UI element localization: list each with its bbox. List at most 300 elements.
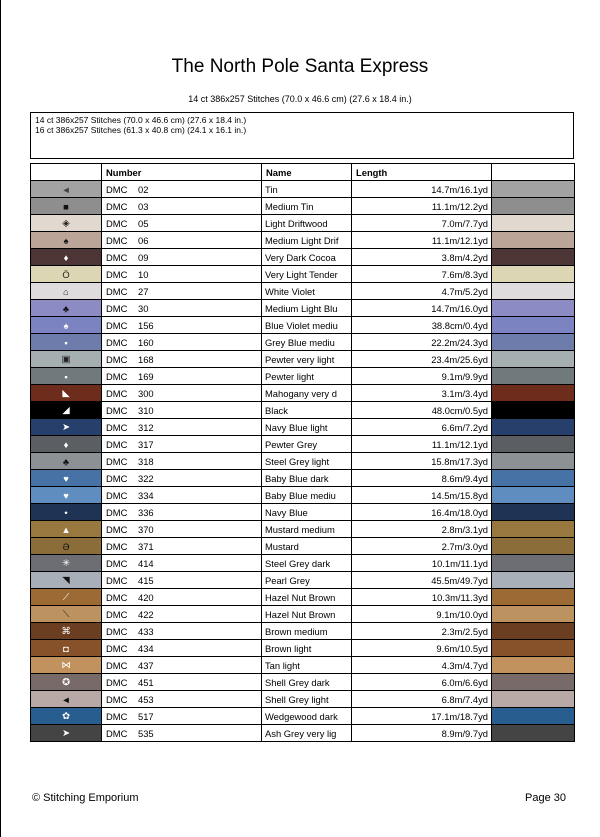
page-left-edge — [0, 0, 1, 837]
stitch-symbol-icon: ◈ — [62, 217, 70, 228]
thread-code: 433 — [138, 625, 154, 637]
thread-code: 517 — [138, 710, 154, 722]
color-swatch — [492, 232, 575, 249]
color-swatch — [492, 334, 575, 351]
table-row — [31, 402, 575, 419]
thread-brand: DMC — [106, 285, 128, 297]
thread-length-cell: 11.1m/12.1yd — [352, 436, 492, 453]
thread-name-cell: Navy Blue — [262, 504, 352, 521]
color-swatch — [492, 453, 575, 470]
number-column-header: Number — [102, 164, 262, 181]
thread-length-cell: 3.8m/4.2yd — [352, 249, 492, 266]
thread-length-cell: 2.7m/3.0yd — [352, 538, 492, 555]
color-swatch — [492, 572, 575, 589]
color-swatch — [492, 470, 575, 487]
thread-name-cell: Brown light — [262, 640, 352, 657]
table-row — [31, 504, 575, 521]
thread-code: 02 — [138, 183, 149, 195]
table-row — [31, 691, 575, 708]
number-cell — [102, 504, 262, 521]
table-row — [31, 351, 575, 368]
number-cell — [102, 334, 262, 351]
thread-code: 300 — [138, 387, 154, 399]
symbol-cell — [31, 504, 102, 521]
thread-code: 10 — [138, 268, 149, 280]
color-swatch — [492, 351, 575, 368]
page-number: Page 30 — [525, 792, 566, 804]
number-cell — [102, 402, 262, 419]
color-swatch — [492, 691, 575, 708]
thread-name-cell: Shell Grey dark — [262, 674, 352, 691]
thread-name-cell: Tin — [262, 181, 352, 198]
color-swatch — [492, 368, 575, 385]
number-cell — [102, 453, 262, 470]
thread-brand: DMC — [106, 574, 128, 586]
thread-length-cell: 16.4m/18.0yd — [352, 504, 492, 521]
thread-name-cell: Mahogany very d — [262, 385, 352, 402]
thread-code: 09 — [138, 251, 149, 263]
table-row — [31, 453, 575, 470]
symbol-cell — [31, 708, 102, 725]
stitch-symbol-icon: • — [64, 506, 68, 518]
table-row — [31, 300, 575, 317]
stitch-symbol-icon: ⋈ — [61, 659, 71, 670]
thread-name-cell: Baby Blue dark — [262, 470, 352, 487]
thread-code: 310 — [138, 404, 154, 416]
thread-brand: DMC — [106, 319, 128, 331]
copyright-footer: © Stitching Emporium — [32, 792, 139, 804]
color-swatch — [492, 725, 575, 742]
thread-brand: DMC — [106, 455, 128, 467]
color-swatch — [492, 623, 575, 640]
number-cell — [102, 572, 262, 589]
table-row — [31, 708, 575, 725]
number-cell — [102, 487, 262, 504]
symbol-cell — [31, 283, 102, 300]
thread-brand: DMC — [106, 625, 128, 637]
thread-code: 370 — [138, 523, 154, 535]
symbol-cell — [31, 419, 102, 436]
thread-length-cell: 8.9m/9.7yd — [352, 725, 492, 742]
stitch-symbol-icon: ■ — [63, 200, 69, 212]
table-row — [31, 674, 575, 691]
number-cell — [102, 606, 262, 623]
thread-name-cell: Pearl Grey — [262, 572, 352, 589]
table-row — [31, 521, 575, 538]
thread-code: 169 — [138, 370, 154, 382]
thread-code: 336 — [138, 506, 154, 518]
stitch-symbol-icon: ▪ — [64, 336, 68, 348]
color-swatch — [492, 402, 575, 419]
color-swatch — [492, 606, 575, 623]
thread-code: 160 — [138, 336, 154, 348]
thread-length-cell: 4.3m/4.7yd — [352, 657, 492, 674]
stitch-symbol-icon: ⟍ — [62, 608, 70, 619]
number-cell — [102, 215, 262, 232]
color-swatch — [492, 657, 575, 674]
thread-name-cell: Hazel Nut Brown — [262, 606, 352, 623]
thread-length-cell: 11.1m/12.2yd — [352, 198, 492, 215]
thread-name-cell: Steel Grey dark — [262, 555, 352, 572]
thread-length-cell: 15.8m/17.3yd — [352, 453, 492, 470]
thread-length-cell: 9.6m/10.5yd — [352, 640, 492, 657]
name-column-header: Name — [262, 164, 352, 181]
symbol-cell — [31, 572, 102, 589]
legend-body — [31, 181, 575, 742]
color-swatch — [492, 300, 575, 317]
thread-code: 371 — [138, 540, 154, 552]
thread-length-cell: 14.7m/16.0yd — [352, 300, 492, 317]
thread-length-cell: 14.7m/16.1yd — [352, 181, 492, 198]
color-swatch — [492, 436, 575, 453]
number-cell — [102, 351, 262, 368]
symbol-cell — [31, 266, 102, 283]
thread-brand: DMC — [106, 506, 128, 518]
thread-brand: DMC — [106, 540, 128, 552]
symbol-cell — [31, 555, 102, 572]
thread-brand: DMC — [106, 217, 128, 229]
number-cell — [102, 589, 262, 606]
symbol-cell — [31, 317, 102, 334]
stitch-symbol-icon: ♣ — [62, 455, 70, 467]
thread-code: 453 — [138, 693, 154, 705]
thread-name-cell: Tan light — [262, 657, 352, 674]
thread-name-cell: Pewter very light — [262, 351, 352, 368]
color-swatch — [492, 181, 575, 198]
thread-brand: DMC — [106, 472, 128, 484]
number-cell — [102, 249, 262, 266]
thread-name-cell: Baby Blue mediu — [262, 487, 352, 504]
page-subtitle: 14 ct 386x257 Stitches (70.0 x 46.6 cm) (27.6 x 18.4 in.) — [188, 94, 412, 104]
number-cell — [102, 181, 262, 198]
thread-name-cell: Brown medium — [262, 623, 352, 640]
symbol-cell — [31, 487, 102, 504]
symbol-cell — [31, 198, 102, 215]
thread-brand: DMC — [106, 268, 128, 280]
stitch-symbol-icon: ♠ — [63, 319, 69, 331]
number-cell — [102, 555, 262, 572]
thread-name-cell: Very Dark Cocoa — [262, 249, 352, 266]
symbol-cell — [31, 623, 102, 640]
stitch-symbol-icon: ▪ — [64, 370, 68, 382]
table-row — [31, 436, 575, 453]
stitch-symbol-icon: ✳ — [62, 557, 70, 568]
thread-length-cell: 22.2m/24.3yd — [352, 334, 492, 351]
thread-brand: DMC — [106, 336, 128, 348]
thread-brand: DMC — [106, 234, 128, 246]
thread-code: 03 — [138, 200, 149, 212]
color-swatch — [492, 487, 575, 504]
symbol-cell — [31, 691, 102, 708]
thread-name-cell: Steel Grey light — [262, 453, 352, 470]
thread-brand: DMC — [106, 591, 128, 603]
thread-code: 06 — [138, 234, 149, 246]
thread-name-cell: Blue Violet mediu — [262, 317, 352, 334]
thread-length-cell: 6.8m/7.4yd — [352, 691, 492, 708]
thread-length-cell: 2.3m/2.5yd — [352, 623, 492, 640]
color-swatch — [492, 555, 575, 572]
symbol-cell — [31, 589, 102, 606]
thread-length-cell: 10.1m/11.1yd — [352, 555, 492, 572]
thread-brand: DMC — [106, 642, 128, 654]
thread-code: 317 — [138, 438, 154, 450]
stitch-symbol-icon: ✿ — [62, 710, 70, 721]
symbol-cell — [31, 385, 102, 402]
table-row — [31, 487, 575, 504]
number-cell — [102, 657, 262, 674]
symbol-cell — [31, 606, 102, 623]
symbol-cell — [31, 436, 102, 453]
stitch-symbol-icon: ◘ — [63, 642, 69, 654]
swatch-column-header — [492, 164, 575, 181]
thread-length-cell: 17.1m/18.7yd — [352, 708, 492, 725]
table-row — [31, 606, 575, 623]
number-cell — [102, 300, 262, 317]
symbol-cell — [31, 351, 102, 368]
thread-brand: DMC — [106, 387, 128, 399]
thread-code: 05 — [138, 217, 149, 229]
table-row — [31, 470, 575, 487]
thread-brand: DMC — [106, 523, 128, 535]
thread-code: 451 — [138, 676, 154, 688]
table-row — [31, 232, 575, 249]
thread-length-cell: 6.0m/6.6yd — [352, 674, 492, 691]
table-row — [31, 283, 575, 300]
symbol-cell — [31, 725, 102, 742]
thread-brand: DMC — [106, 353, 128, 365]
thread-code: 168 — [138, 353, 154, 365]
thread-code: 318 — [138, 455, 154, 467]
symbol-cell — [31, 215, 102, 232]
thread-length-cell: 7.0m/7.7yd — [352, 215, 492, 232]
symbol-column-header — [31, 164, 102, 181]
thread-code: 434 — [138, 642, 154, 654]
stitch-symbol-icon: ♣ — [62, 302, 70, 314]
symbol-cell — [31, 521, 102, 538]
number-cell — [102, 623, 262, 640]
symbol-cell — [31, 232, 102, 249]
thread-length-cell: 10.3m/11.3yd — [352, 589, 492, 606]
page-title: The North Pole Santa Express — [171, 56, 429, 77]
thread-length-cell: 7.6m/8.3yd — [352, 266, 492, 283]
color-swatch — [492, 283, 575, 300]
thread-name-cell: Very Light Tender — [262, 266, 352, 283]
thread-name-cell: Mustard medium — [262, 521, 352, 538]
table-row — [31, 181, 575, 198]
thread-name-cell: White Violet — [262, 283, 352, 300]
table-row — [31, 334, 575, 351]
stitch-symbol-icon: Ə — [62, 540, 70, 552]
stitch-symbol-icon: Ö — [62, 268, 70, 280]
symbol-cell — [31, 181, 102, 198]
symbol-cell — [31, 300, 102, 317]
table-row — [31, 657, 575, 674]
color-swatch — [492, 198, 575, 215]
thread-code: 535 — [138, 727, 154, 739]
table-row — [31, 249, 575, 266]
thread-length-cell: 4.7m/5.2yd — [352, 283, 492, 300]
stitch-symbol-icon: ⌂ — [63, 285, 69, 297]
table-row — [31, 266, 575, 283]
symbol-cell — [31, 657, 102, 674]
table-row — [31, 725, 575, 742]
thread-length-cell: 23.4m/25.6yd — [352, 351, 492, 368]
stitch-size-info-box — [30, 112, 574, 159]
table-header-row — [31, 164, 575, 181]
number-cell — [102, 232, 262, 249]
color-swatch — [492, 640, 575, 657]
number-cell — [102, 708, 262, 725]
thread-length-cell: 45.5m/49.7yd — [352, 572, 492, 589]
color-swatch — [492, 521, 575, 538]
table-row — [31, 640, 575, 657]
thread-code: 415 — [138, 574, 154, 586]
thread-length-cell: 2.8m/3.1yd — [352, 521, 492, 538]
thread-brand: DMC — [106, 489, 128, 501]
thread-length-cell: 8.6m/9.4yd — [352, 470, 492, 487]
thread-brand: DMC — [106, 557, 128, 569]
thread-code: 156 — [138, 319, 154, 331]
thread-name-cell: Pewter Grey — [262, 436, 352, 453]
stitch-symbol-icon: ♦ — [63, 251, 69, 263]
thread-name-cell: Medium Tin — [262, 198, 352, 215]
number-cell — [102, 368, 262, 385]
info-line: 14 ct 386x257 Stitches (70.0 x 46.6 cm) (27.6 x 18.4 in.) — [35, 115, 247, 125]
thread-name-cell: Ash Grey very lig — [262, 725, 352, 742]
thread-name-cell: Grey Blue mediu — [262, 334, 352, 351]
stitch-symbol-icon: ✪ — [62, 676, 70, 687]
thread-name-cell: Navy Blue light — [262, 419, 352, 436]
symbol-cell — [31, 249, 102, 266]
info-line: 16 ct 386x257 Stitches (61.3 x 40.8 cm) (24.1 x 16.1 in.) — [35, 124, 247, 135]
thread-length-cell: 14.5m/15.8yd — [352, 487, 492, 504]
thread-brand: DMC — [106, 183, 128, 195]
table-row — [31, 385, 575, 402]
stitch-symbol-icon: ➤ — [62, 421, 70, 432]
table-row — [31, 317, 575, 334]
symbol-cell — [31, 674, 102, 691]
thread-code: 414 — [138, 557, 154, 569]
thread-length-cell: 38.8cm/0.4yd — [352, 317, 492, 334]
color-swatch — [492, 589, 575, 606]
thread-brand: DMC — [106, 693, 128, 705]
number-cell — [102, 283, 262, 300]
number-cell — [102, 538, 262, 555]
number-cell — [102, 419, 262, 436]
thread-length-cell: 9.1m/10.0yd — [352, 606, 492, 623]
thread-name-cell: Wedgewood dark — [262, 708, 352, 725]
thread-brand: DMC — [106, 676, 128, 688]
thread-code: 422 — [138, 608, 154, 620]
thread-brand: DMC — [106, 302, 128, 314]
thread-brand: DMC — [106, 200, 128, 212]
symbol-cell — [31, 402, 102, 419]
stitch-symbol-icon: ♥ — [63, 489, 69, 501]
symbol-cell — [31, 470, 102, 487]
number-cell — [102, 436, 262, 453]
table-row — [31, 215, 575, 232]
stitch-symbol-icon: ◄ — [61, 693, 71, 705]
stitch-symbol-icon: ▲ — [61, 523, 71, 535]
symbol-cell — [31, 334, 102, 351]
thread-brand: DMC — [106, 659, 128, 671]
thread-code: 322 — [138, 472, 154, 484]
thread-name-cell: Medium Light Blu — [262, 300, 352, 317]
thread-brand: DMC — [106, 710, 128, 722]
stitch-symbol-icon: ⟋ — [62, 591, 70, 602]
color-swatch — [492, 708, 575, 725]
thread-name-cell: Black — [262, 402, 352, 419]
thread-code: 420 — [138, 591, 154, 603]
number-cell — [102, 385, 262, 402]
table-row — [31, 198, 575, 215]
table-row — [31, 419, 575, 436]
stitch-symbol-icon: ♥ — [63, 472, 69, 484]
stitch-symbol-icon: ◢ — [62, 404, 70, 415]
table-row — [31, 623, 575, 640]
symbol-cell — [31, 453, 102, 470]
number-cell — [102, 674, 262, 691]
thread-code: 30 — [138, 302, 149, 314]
thread-brand: DMC — [106, 727, 128, 739]
thread-code: 27 — [138, 285, 149, 297]
color-swatch — [492, 674, 575, 691]
color-swatch — [492, 538, 575, 555]
color-swatch — [492, 249, 575, 266]
stitch-symbol-icon: ◄ — [61, 183, 71, 195]
color-swatch — [492, 317, 575, 334]
stitch-symbol-icon: ➤ — [62, 727, 70, 738]
thread-brand: DMC — [106, 421, 128, 433]
number-cell — [102, 691, 262, 708]
thread-name-cell: Light Driftwood — [262, 215, 352, 232]
thread-length-cell: 11.1m/12.1yd — [352, 232, 492, 249]
number-cell — [102, 198, 262, 215]
thread-code: 437 — [138, 659, 154, 671]
thread-name-cell: Medium Light Drif — [262, 232, 352, 249]
color-swatch — [492, 504, 575, 521]
thread-brand: DMC — [106, 608, 128, 620]
symbol-cell — [31, 640, 102, 657]
color-swatch — [492, 266, 575, 283]
thread-code: 334 — [138, 489, 154, 501]
symbol-cell — [31, 538, 102, 555]
number-cell — [102, 725, 262, 742]
thread-brand: DMC — [106, 370, 128, 382]
stitch-symbol-icon: ◣ — [62, 387, 70, 398]
thread-brand: DMC — [106, 404, 128, 416]
stitch-symbol-icon: ♦ — [63, 438, 69, 450]
number-cell — [102, 470, 262, 487]
thread-name-cell: Mustard — [262, 538, 352, 555]
thread-code: 312 — [138, 421, 154, 433]
thread-name-cell: Shell Grey light — [262, 691, 352, 708]
thread-legend-table — [30, 163, 575, 742]
thread-name-cell: Hazel Nut Brown — [262, 589, 352, 606]
thread-brand: DMC — [106, 251, 128, 263]
stitch-symbol-icon: ⌘ — [61, 625, 71, 636]
thread-name-cell: Pewter light — [262, 368, 352, 385]
thread-length-cell: 6.6m/7.2yd — [352, 419, 492, 436]
table-row — [31, 572, 575, 589]
stitch-symbol-icon: ▣ — [61, 353, 71, 364]
color-swatch — [492, 215, 575, 232]
stitch-symbol-icon: ♠ — [63, 234, 69, 246]
table-row — [31, 589, 575, 606]
number-cell — [102, 640, 262, 657]
thread-length-cell: 3.1m/3.4yd — [352, 385, 492, 402]
number-cell — [102, 521, 262, 538]
